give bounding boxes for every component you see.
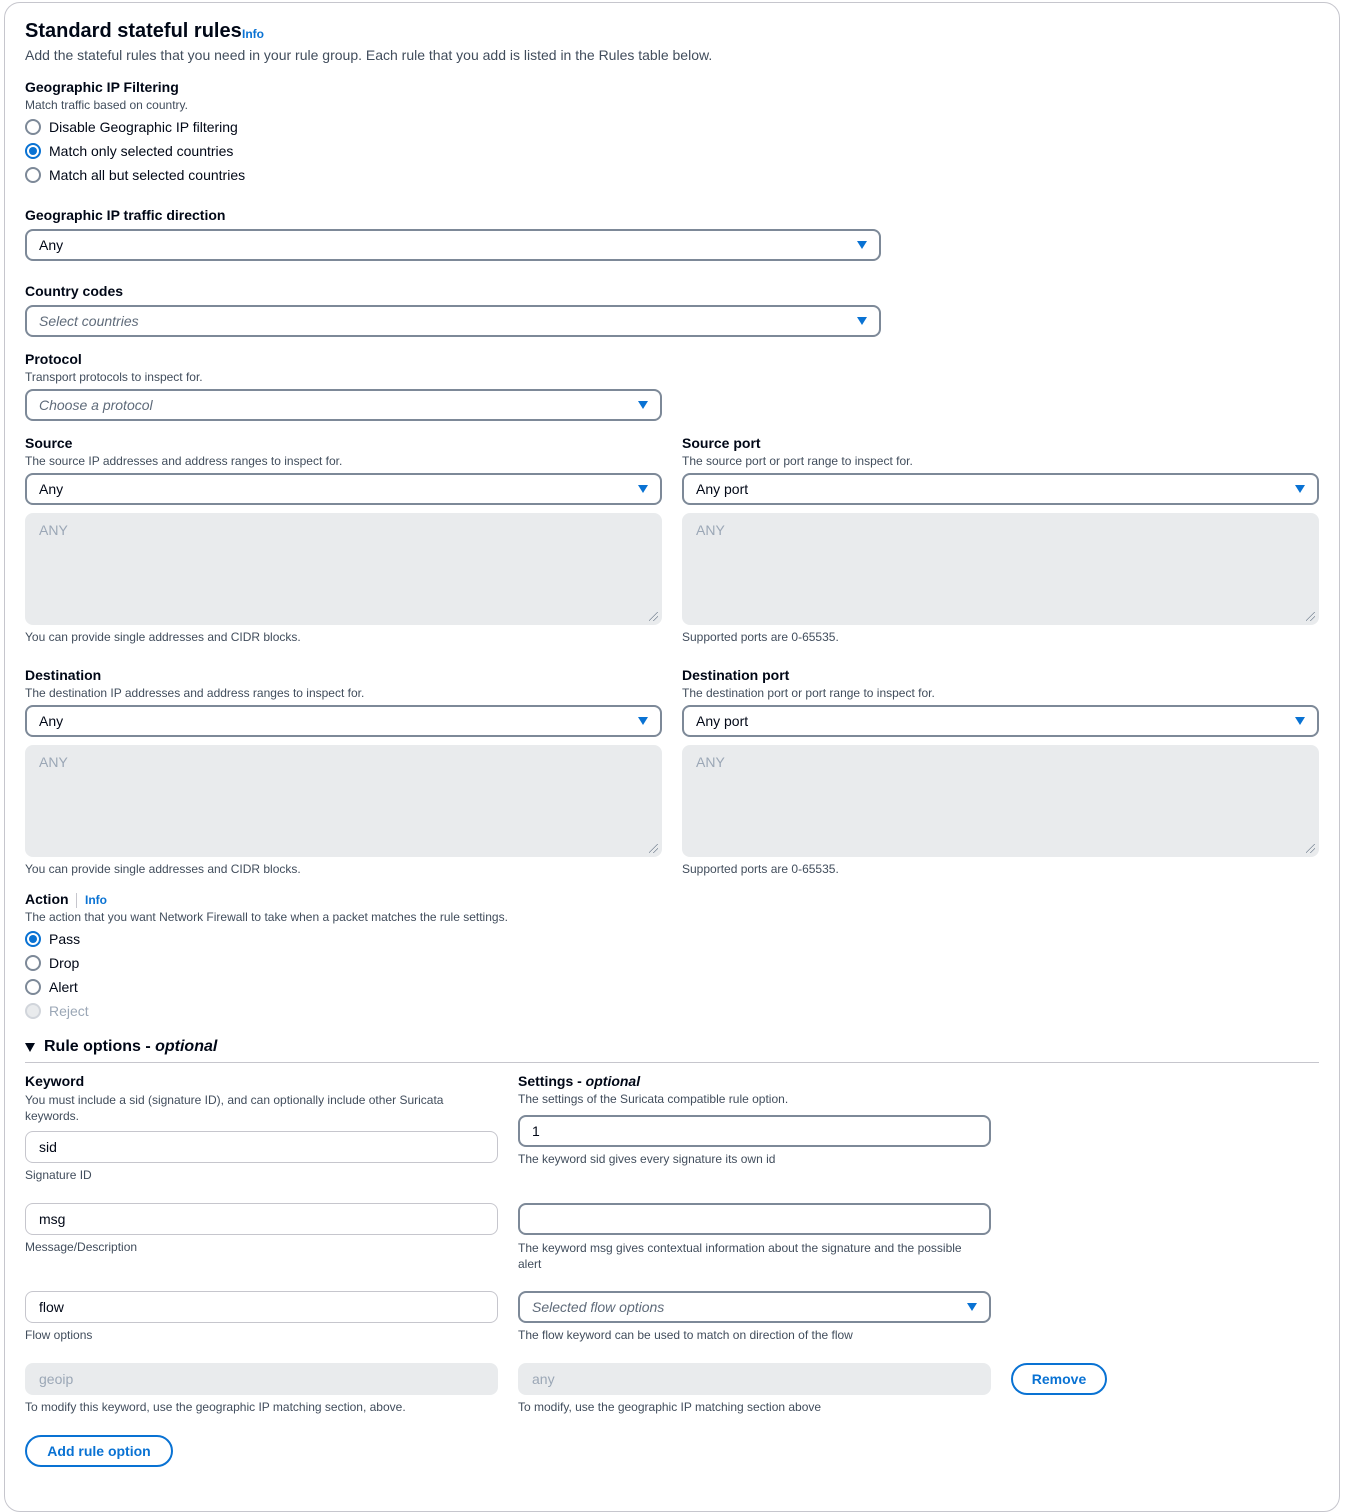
radio-button[interactable]	[25, 979, 41, 995]
source-hint: You can provide single addresses and CIDR blocks.	[25, 630, 301, 644]
destination-textarea[interactable]	[25, 745, 662, 857]
action-label: Action	[25, 891, 69, 907]
radio-label: Pass	[49, 931, 81, 947]
header-info-link[interactable]: Info	[242, 27, 264, 41]
textarea-placeholder: ANY	[39, 522, 68, 538]
protocol-label: Protocol	[25, 351, 82, 367]
select-placeholder: Choose a protocol	[39, 397, 153, 413]
source-textarea[interactable]	[25, 513, 662, 625]
select-value: Any port	[696, 481, 749, 497]
remove-button[interactable]: Remove	[1011, 1363, 1107, 1395]
destination-select[interactable]	[25, 705, 662, 737]
radio-match-selected[interactable]	[25, 141, 233, 161]
keyword-description: You must include a sid (signature ID), and can optionally include other Suricata keywords.	[25, 1093, 444, 1123]
setting-hint: The keyword sid gives every signature its own id	[518, 1152, 776, 1166]
source-description: The source IP addresses and address ranges to inspect for.	[25, 454, 343, 468]
setting-input-geoip: any	[518, 1363, 991, 1395]
radio-action-pass[interactable]	[25, 929, 80, 949]
geo-direction-select[interactable]	[25, 229, 881, 261]
destination-port-select[interactable]	[682, 705, 1319, 737]
radio-button[interactable]	[25, 143, 41, 159]
radio-action-reject	[25, 1001, 89, 1021]
caret-down-icon	[857, 317, 867, 325]
caret-down-icon	[638, 485, 648, 493]
setting-input-msg[interactable]	[518, 1203, 991, 1235]
caret-down-icon	[25, 1043, 35, 1052]
protocol-select[interactable]	[25, 389, 662, 421]
source-port-select[interactable]	[682, 473, 1319, 505]
destination-label: Destination	[25, 667, 102, 683]
rule-options-title: Rule options - optional	[44, 1038, 218, 1055]
protocol-description: Transport protocols to inspect for.	[25, 370, 203, 384]
section-title: Standard stateful rules	[25, 20, 242, 42]
select-value: Any	[39, 713, 64, 729]
source-label: Source	[25, 435, 73, 451]
keyword-hint: Message/Description	[25, 1240, 138, 1254]
resize-handle-icon[interactable]	[649, 844, 658, 853]
radio-label: Disable Geographic IP filtering	[49, 119, 238, 135]
radio-disable-geo[interactable]	[25, 117, 238, 137]
geo-direction-label: Geographic IP traffic direction	[25, 207, 226, 223]
radio-label: Alert	[49, 979, 78, 995]
action-info-link[interactable]: Info	[85, 893, 107, 907]
source-port-textarea[interactable]	[682, 513, 1319, 625]
country-codes-label: Country codes	[25, 283, 124, 299]
setting-hint: The flow keyword can be used to match on direction of the flow	[518, 1328, 853, 1342]
select-value: Any	[39, 481, 64, 497]
radio-button	[25, 1003, 41, 1019]
country-codes-select[interactable]	[25, 305, 881, 337]
destination-port-textarea[interactable]	[682, 745, 1319, 857]
radio-action-drop[interactable]	[25, 953, 79, 973]
destination-description: The destination IP addresses and address ranges to inspect for.	[25, 686, 365, 700]
select-placeholder: Selected flow options	[532, 1299, 665, 1315]
radio-label: Match only selected countries	[49, 143, 234, 159]
radio-label: Reject	[49, 1003, 89, 1019]
caret-down-icon	[638, 717, 648, 725]
setting-hint: To modify, use the geographic IP matching section above	[518, 1400, 822, 1414]
source-port-hint: Supported ports are 0-65535.	[682, 630, 839, 644]
geo-filtering-label: Geographic IP Filtering	[25, 79, 179, 95]
setting-input-sid[interactable]: 1	[518, 1115, 991, 1147]
radio-button[interactable]	[25, 167, 41, 183]
section-divider	[25, 1062, 1319, 1063]
destination-port-hint: Supported ports are 0-65535.	[682, 862, 839, 876]
radio-label: Match all but selected countries	[49, 167, 246, 183]
caret-down-icon	[1295, 717, 1305, 725]
setting-hint: The keyword msg gives contextual information about the signature and the possible alert	[518, 1241, 962, 1271]
textarea-placeholder: ANY	[696, 522, 725, 538]
resize-handle-icon[interactable]	[649, 612, 658, 621]
destination-port-description: The destination port or port range to inspect for.	[682, 686, 935, 700]
settings-label: Settings - optional	[518, 1073, 641, 1089]
keyword-input-geoip: geoip	[25, 1363, 498, 1395]
select-value: Any	[39, 237, 64, 253]
resize-handle-icon[interactable]	[1306, 612, 1315, 621]
keyword-input-sid[interactable]: sid	[25, 1131, 498, 1163]
radio-label: Drop	[49, 955, 80, 971]
keyword-input-msg[interactable]: msg	[25, 1203, 498, 1235]
source-port-description: The source port or port range to inspect for.	[682, 454, 913, 468]
caret-down-icon	[857, 241, 867, 249]
radio-button[interactable]	[25, 955, 41, 971]
keyword-input-flow[interactable]: flow	[25, 1291, 498, 1323]
radio-button[interactable]	[25, 119, 41, 135]
section-description: Add the stateful rules that you need in your rule group. Each rule that you add is listed in the Rules table below.	[25, 47, 713, 63]
source-port-label: Source port	[682, 435, 761, 451]
destination-hint: You can provide single addresses and CIDR blocks.	[25, 862, 301, 876]
textarea-placeholder: ANY	[39, 754, 68, 770]
caret-down-icon	[1295, 485, 1305, 493]
action-description: The action that you want Network Firewall to take when a packet matches the rule settings.	[25, 910, 508, 924]
keyword-hint: Flow options	[25, 1328, 93, 1342]
flow-options-select[interactable]	[518, 1291, 991, 1323]
settings-description: The settings of the Suricata compatible rule option.	[518, 1092, 789, 1106]
caret-down-icon	[967, 1303, 977, 1311]
select-placeholder: Select countries	[39, 313, 139, 329]
rule-options-toggle[interactable]	[25, 1038, 217, 1056]
keyword-label: Keyword	[25, 1073, 85, 1089]
destination-port-label: Destination port	[682, 667, 790, 683]
radio-button[interactable]	[25, 931, 41, 947]
keyword-hint: To modify this keyword, use the geographic IP matching section, above.	[25, 1400, 406, 1414]
add-rule-option-button[interactable]: Add rule option	[25, 1435, 173, 1467]
radio-match-all-but[interactable]	[25, 165, 245, 185]
resize-handle-icon[interactable]	[1306, 844, 1315, 853]
geo-filtering-description: Match traffic based on country.	[25, 98, 188, 112]
keyword-hint: Signature ID	[25, 1168, 92, 1182]
select-value: Any port	[696, 713, 749, 729]
textarea-placeholder: ANY	[696, 754, 725, 770]
source-select[interactable]	[25, 473, 662, 505]
info-divider	[76, 893, 77, 908]
radio-action-alert[interactable]	[25, 977, 78, 997]
caret-down-icon	[638, 401, 648, 409]
